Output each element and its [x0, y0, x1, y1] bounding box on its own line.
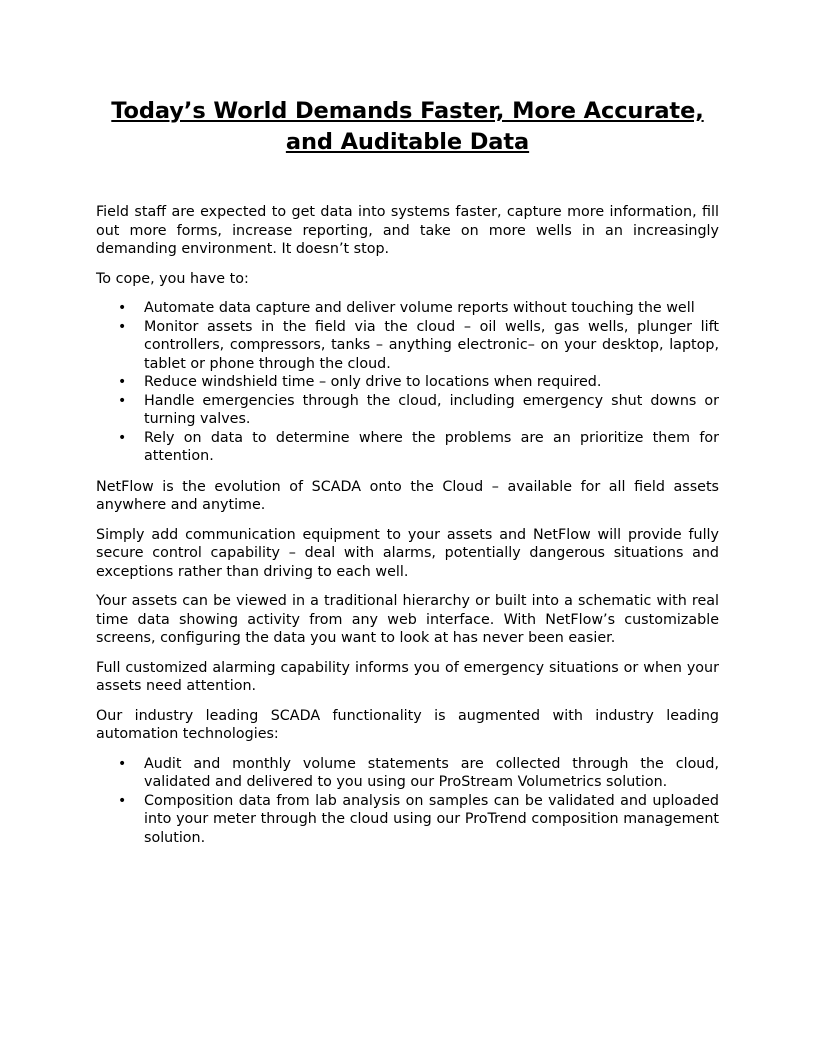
bullet-icon: •: [118, 318, 127, 335]
list-item: [96, 792, 719, 848]
list-item: [96, 755, 719, 792]
bullet-icon: •: [118, 755, 127, 772]
bullet-icon: •: [118, 300, 127, 316]
document-page: [96, 96, 719, 859]
list-item-text: Monitor assets in the field via the cloud – oil wells, gas wells, plunger lift controllers, compressors, tanks – anything electronic– on your desktop, laptop, tablet or phone through the cloud.: [144, 318, 719, 372]
list-item-text: Automate data capture and deliver volume reports without touching the well: [144, 300, 695, 316]
bullet-icon: •: [118, 429, 127, 446]
scada-paragraph: Our industry leading SCADA functionality is augmented with industry leading automation technologies:: [96, 707, 719, 742]
intro-paragraph: Field staff are expected to get data into systems faster, capture more information, fill out more forms, increase reporting, and take on more wells in an increasingly demanding environment. It doesn’t stop.: [96, 204, 719, 257]
communication-paragraph: Simply add communication equipment to your assets and NetFlow will provide fully secure control capability – deal with alarms, potentially dangerous situations and exceptions rather than driving to each well.: [96, 526, 719, 580]
list-item-text: Reduce windshield time – only drive to locations when required.: [144, 374, 602, 390]
view-paragraph: Your assets can be viewed in a traditional hierarchy or built into a schematic with real time data showing activity from any web interface. With NetFlow’s customizable screens, configuring the data you want to look at has never been easier.: [96, 593, 719, 646]
list-item: [96, 299, 719, 318]
list-item-text: Audit and monthly volume statements are collected through the cloud, validated and delivered to you using our ProStream Volumetrics solution.: [144, 755, 719, 790]
list-item: [96, 373, 719, 392]
page-title: Today’s World Demands Faster, More Accurate, and Auditable Data: [111, 98, 704, 155]
list-item-text: Rely on data to determine where the problems are an prioritize them for attention.: [144, 429, 719, 464]
cope-bullet-list: [96, 299, 719, 466]
list-item: [96, 318, 719, 374]
alarming-paragraph: Full customized alarming capability informs you of emergency situations or when your assets need attention.: [96, 659, 719, 694]
technology-bullet-list: [96, 755, 719, 848]
bullet-icon: •: [118, 792, 127, 809]
cope-lead-paragraph: To cope, you have to:: [96, 270, 249, 287]
bullet-icon: •: [118, 392, 127, 409]
list-item-text: Composition data from lab analysis on samples can be validated and uploaded into your meter through the cloud using our ProTrend composition management solution.: [144, 792, 719, 846]
netflow-paragraph: NetFlow is the evolution of SCADA onto the Cloud – available for all field assets anywhere and anytime.: [96, 478, 719, 513]
bullet-icon: •: [118, 374, 127, 390]
list-item: [96, 392, 719, 429]
list-item-text: Handle emergencies through the cloud, including emergency shut downs or turning valves.: [144, 392, 719, 427]
list-item: [96, 429, 719, 466]
